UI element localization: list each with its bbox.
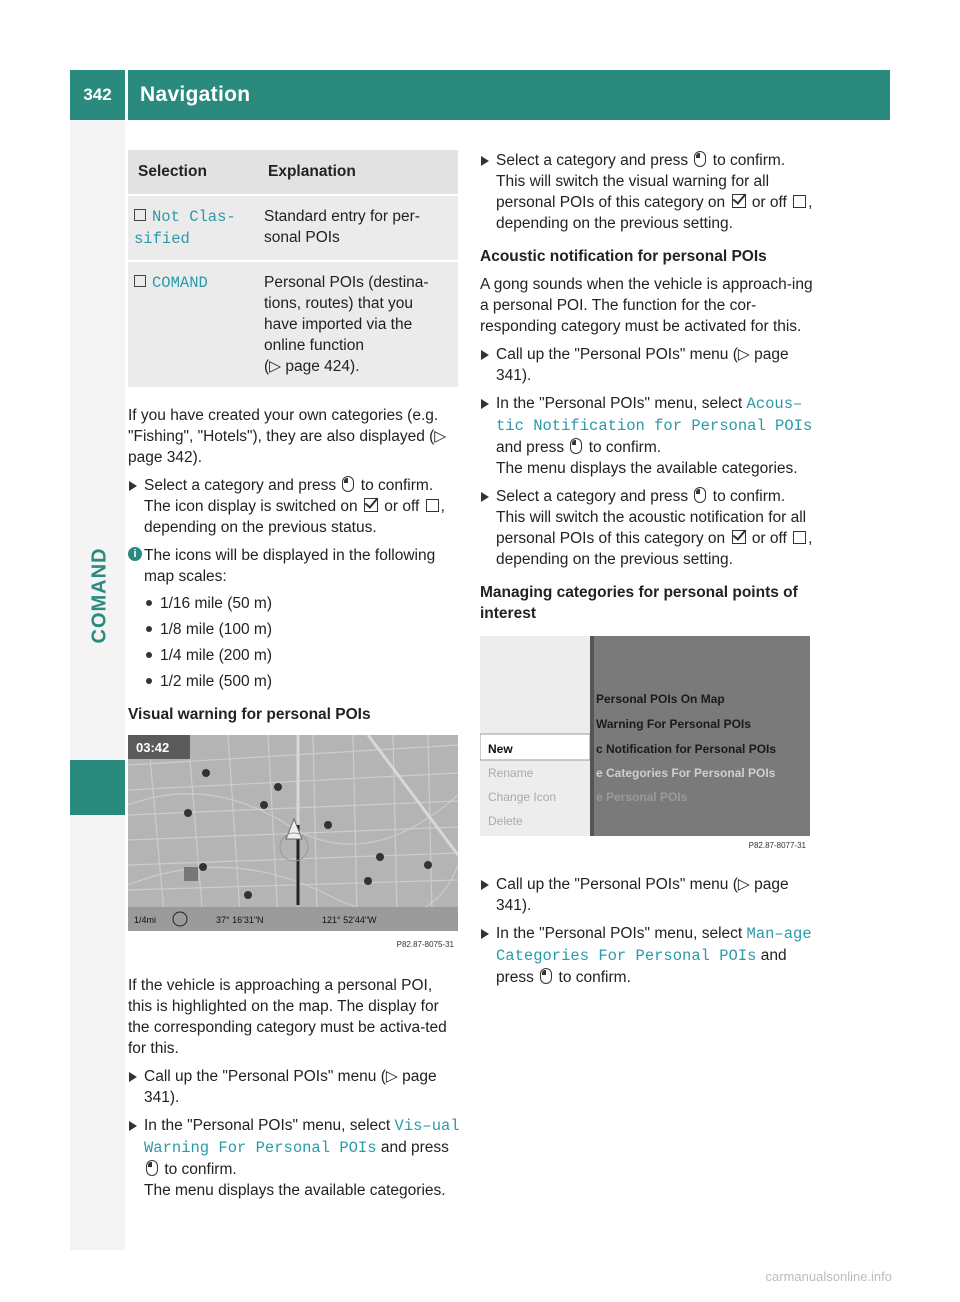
controller-knob-icon bbox=[540, 968, 552, 984]
table-header-explanation: Explanation bbox=[258, 150, 458, 195]
section-heading: Acoustic notification for personal POIs bbox=[480, 248, 767, 265]
checkbox-empty-icon bbox=[134, 209, 146, 221]
menu-item-code: Acous–tic Notification for Personal POIs bbox=[496, 395, 813, 435]
controller-knob-icon bbox=[570, 438, 582, 454]
table-cell-explanation: Standard entry for per- sonal POIs bbox=[258, 195, 458, 261]
paragraph: A gong sounds when the vehicle is approach-ing a personal POI. The function for the cor-responding category must be activated for this. bbox=[480, 276, 813, 335]
checkbox-empty-icon bbox=[426, 499, 439, 512]
table-header-selection: Selection bbox=[128, 150, 258, 195]
info-icon: i bbox=[128, 547, 142, 561]
svg-text:Warning For Personal POIs: Warning For Personal POIs bbox=[596, 717, 751, 731]
menu-screenshot bbox=[480, 636, 810, 858]
figure-caption: P82.87-8077-31 bbox=[748, 841, 806, 850]
watermark-footer: carmanualsonline.info bbox=[765, 1269, 892, 1284]
list-item: 1/4 mile (200 m) bbox=[144, 645, 460, 666]
menu-graphic bbox=[480, 636, 810, 858]
svg-text:New: New bbox=[488, 742, 513, 756]
instruction-step: In the "Personal POIs" menu, select Acous–tic Notification for Personal POIs and press to confirm. The menu displays the available categories. bbox=[480, 393, 814, 479]
menu-item-code: Man–age Categories For Personal POIs bbox=[496, 925, 812, 965]
scale-list bbox=[144, 593, 460, 692]
controller-knob-icon bbox=[694, 151, 706, 167]
svg-text:Change Icon: Change Icon bbox=[488, 790, 557, 804]
side-label: COMAND bbox=[88, 547, 111, 643]
checkbox-checked-icon bbox=[732, 530, 746, 544]
right-column bbox=[480, 150, 814, 995]
page-number: 342 bbox=[83, 85, 112, 104]
table-cell-selection: Not Clas- sified bbox=[128, 195, 258, 261]
figure-caption: P82.87-8075-31 bbox=[396, 940, 454, 949]
controller-knob-icon bbox=[694, 487, 706, 503]
svg-text:121° 52'44"W: 121° 52'44"W bbox=[322, 915, 377, 925]
paragraph: If the vehicle is approaching a personal POI, this is highlighted on the map. The display for the corresponding category must be activa-ted for this. bbox=[128, 977, 447, 1057]
table-cell-selection: COMAND bbox=[128, 261, 258, 388]
svg-text:03:42: 03:42 bbox=[136, 740, 170, 755]
paragraph: If you have created your own categories (e.g. "Fishing", "Hotels"), they are also displayed (▷ page 342). bbox=[128, 407, 447, 466]
table-row bbox=[128, 195, 458, 261]
instruction-step: Select a category and press to confirm. This will switch the visual warning for all personal POIs of this category on or off , depending on the previous setting. bbox=[480, 150, 814, 234]
section-title: Navigation bbox=[140, 83, 251, 106]
section-heading: Visual warning for personal POIs bbox=[128, 706, 371, 723]
list-item: 1/2 mile (500 m) bbox=[144, 671, 460, 692]
table-header-row bbox=[128, 150, 458, 195]
checkbox-checked-icon bbox=[732, 194, 746, 208]
svg-text:Personal POIs On Map: Personal POIs On Map bbox=[596, 692, 725, 706]
instruction-step: Call up the "Personal POIs" menu (▷ page 341). bbox=[480, 874, 814, 916]
table-cell-explanation: Personal POIs (destina- tions, routes) that you have imported via the online function (▷ page 424). bbox=[258, 261, 458, 388]
svg-text:37° 16'31"N: 37° 16'31"N bbox=[216, 915, 264, 925]
instruction-step: Call up the "Personal POIs" menu (▷ page 341). bbox=[480, 344, 814, 386]
list-item: 1/8 mile (100 m) bbox=[144, 619, 460, 640]
instruction-step: In the "Personal POIs" menu, select Vis–ual Warning For Personal POIs and press to confirm. The menu displays the available categories. bbox=[128, 1115, 460, 1201]
controller-knob-icon bbox=[342, 476, 354, 492]
table-row bbox=[128, 261, 458, 388]
instruction-step: In the "Personal POIs" menu, select Man–age Categories For Personal POIs and press to confirm. bbox=[480, 923, 814, 988]
checkbox-empty-icon bbox=[793, 195, 806, 208]
instruction-step: Select a category and press to confirm. This will switch the acoustic notification for all personal POIs of this category on or off , depending on the previous setting. bbox=[480, 486, 814, 570]
info-note: i The icons will be displayed in the following map scales: bbox=[128, 545, 460, 587]
map-screenshot bbox=[128, 735, 458, 957]
instruction-step: Call up the "Personal POIs" menu (▷ page 341). bbox=[128, 1066, 460, 1108]
checkbox-empty-icon bbox=[134, 275, 146, 287]
checkbox-checked-icon bbox=[364, 498, 378, 512]
selection-table bbox=[128, 150, 458, 389]
left-column bbox=[128, 150, 460, 1208]
side-marker-block bbox=[70, 760, 125, 815]
section-heading: Managing categories for personal points of interest bbox=[480, 584, 798, 622]
menu-item-code: Vis–ual Warning For Personal POIs bbox=[144, 1117, 460, 1157]
checkbox-empty-icon bbox=[793, 531, 806, 544]
svg-text:c Notification for Personal PO: c Notification for Personal POIs bbox=[596, 742, 777, 756]
svg-text:Delete: Delete bbox=[488, 814, 523, 828]
svg-text:e Categories For Personal POIs: e Categories For Personal POIs bbox=[596, 766, 776, 780]
svg-text:1/4mi: 1/4mi bbox=[134, 915, 157, 925]
svg-text:Rename: Rename bbox=[488, 766, 534, 780]
svg-text:e Personal POIs: e Personal POIs bbox=[596, 790, 688, 804]
map-graphic bbox=[128, 735, 458, 957]
page-header bbox=[70, 70, 890, 120]
instruction-step: Select a category and press to confirm. The icon display is switched on or off , depending on the previous status. bbox=[128, 475, 460, 538]
list-item: 1/16 mile (50 m) bbox=[144, 593, 460, 614]
side-strip bbox=[70, 120, 125, 1250]
controller-knob-icon bbox=[146, 1160, 158, 1176]
